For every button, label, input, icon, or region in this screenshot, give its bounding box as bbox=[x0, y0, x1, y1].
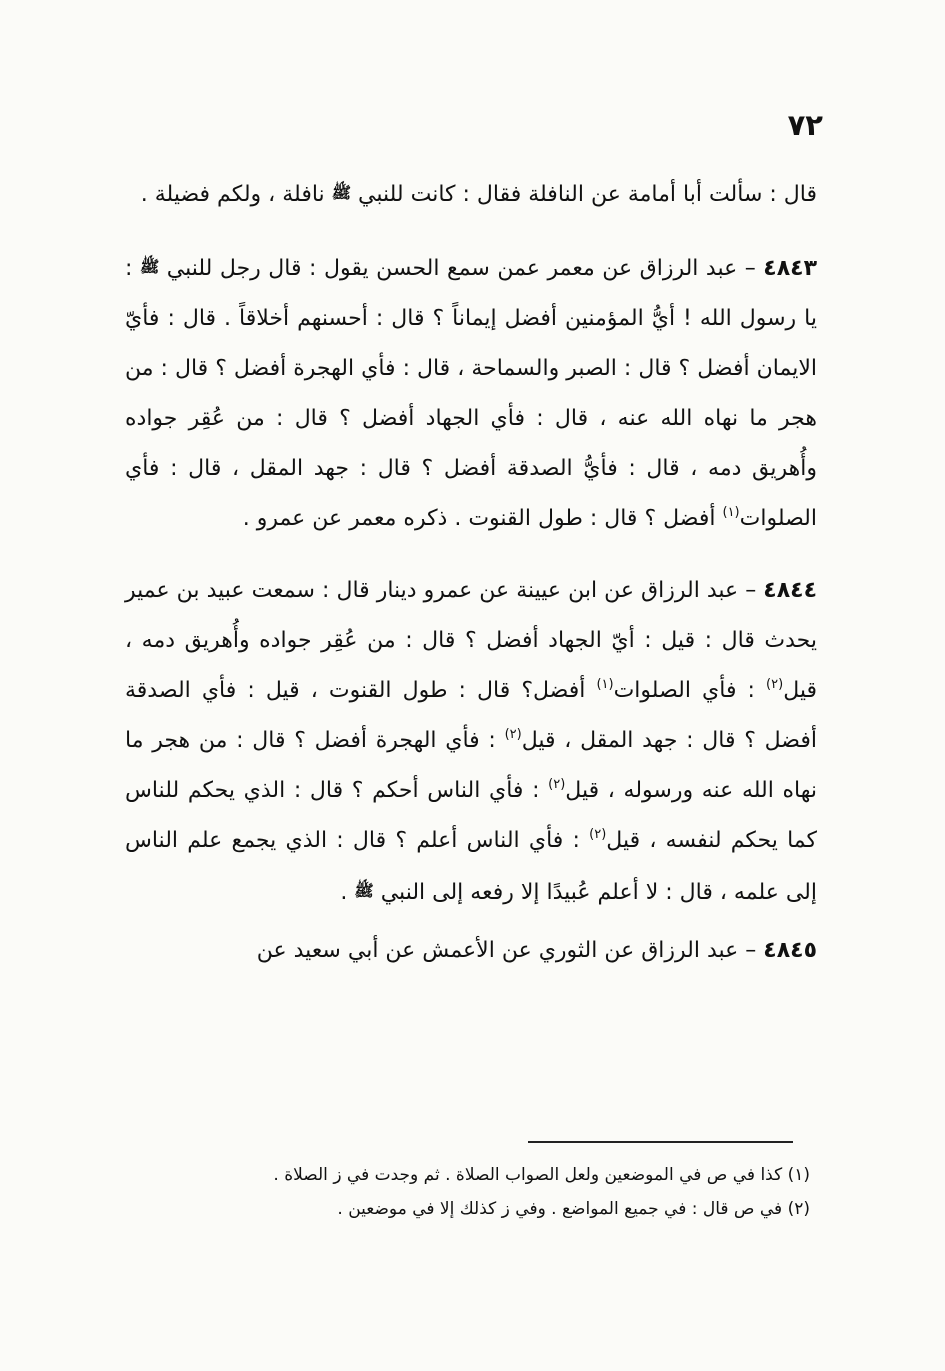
hadith-4845 bbox=[125, 926, 817, 976]
hadith-number: ٤٨٤٥ bbox=[763, 938, 817, 963]
saw-symbol: ﷺ bbox=[331, 183, 352, 202]
footnote-2: (٢) في ص قال : في جميع المواضع . وفي ز كذلك إلا في موضعين . bbox=[337, 1199, 810, 1219]
footnote-ref: (٢) bbox=[504, 727, 522, 742]
hadith-number: ٤٨٤٤ bbox=[763, 578, 817, 603]
text-segment: – عبد الرزاق عن معمر عمن سمع الحسن يقول : قال رجل للنبي bbox=[159, 256, 764, 281]
footnote-ref: (١) bbox=[596, 677, 614, 692]
text-segment: نافلة ، ولكم فضيلة . bbox=[140, 182, 332, 207]
text-segment: . bbox=[340, 880, 355, 905]
saw-symbol: ﷺ bbox=[354, 881, 374, 900]
footnote-ref: (٢) bbox=[548, 777, 566, 792]
footnotes bbox=[130, 1158, 810, 1226]
text-segment: : فأي الناس أعلم ؟ قال : الذي يجمع علم الناس إلى علمه ، قال : لا أعلم عُبيدًا إلا رفعه إلى النبي bbox=[125, 828, 817, 905]
footnote-1: (١) كذا في ص في الموضعين ولعل الصواب الصلاة . ثم وجدت في ز الصلاة . bbox=[273, 1165, 810, 1185]
text-segment: : فأي الصلوات bbox=[613, 678, 767, 703]
main-text bbox=[125, 168, 817, 976]
text-segment: : فأي الهجرة أفضل ؟ قال : من هجر ما نهاه الله عنه ورسوله ، قيل bbox=[125, 728, 817, 803]
hadith-4843 bbox=[125, 242, 817, 544]
paragraph-continuation bbox=[125, 168, 817, 220]
text-segment: قال : سألت أبا أمامة عن النافلة فقال : كانت للنبي bbox=[351, 182, 817, 207]
footnote-ref: (٢) bbox=[589, 827, 607, 842]
text-segment: – عبد الرزاق عن ابن عيينة عن عمرو دينار قال : سمعت عبيد بن عمير يحدث قال : قيل : أيّ الجهاد أفضل ؟ قال : من عُقِر جواده وأُهريق دمه ، قيل bbox=[125, 578, 818, 703]
footnote-ref: (٢) bbox=[766, 677, 784, 692]
hadith-number: ٤٨٤٣ bbox=[763, 256, 818, 281]
footnote-divider bbox=[528, 1141, 793, 1143]
page-number: ٧٢ bbox=[787, 108, 823, 142]
text-segment: – عبد الرزاق عن الثوري عن الأعمش عن أبي سعيد عن bbox=[256, 938, 764, 963]
saw-symbol: ﷺ bbox=[139, 257, 160, 276]
text-segment: : يا رسول الله ! أيُّ المؤمنين أفضل إيماناً ؟ قال : أحسنهم أخلاقاً . قال : فأيّ الايمان أفضل ؟ قال : الصبر والسماحة ، قال : فأي الهجرة أفضل ؟ قال : من هجر ما نهاه الله عنه ، قال : فأي الجهاد أفضل ؟ قال : من عُقِر جواده وأُهريق دمه ، قال : فأيُّ الصدقة أفضل ؟ قال : جهد المقل ، قال : فأي الصلوات bbox=[125, 256, 817, 531]
footnote-ref: (١) bbox=[722, 505, 740, 520]
text-segment: أفضل ؟ قال : طول القنوت . ذكره معمر عن عمرو . bbox=[242, 506, 723, 531]
hadith-4844 bbox=[125, 566, 817, 918]
text-segment: أفضل؟ قال : طول القنوت ، قيل : فأي الصدقة أفضل ؟ قال : جهد المقل ، قيل bbox=[125, 678, 817, 753]
text-segment: : فأي الناس أحكم ؟ قال : الذي يحكم للناس كما يحكم لنفسه ، قيل bbox=[125, 778, 817, 853]
